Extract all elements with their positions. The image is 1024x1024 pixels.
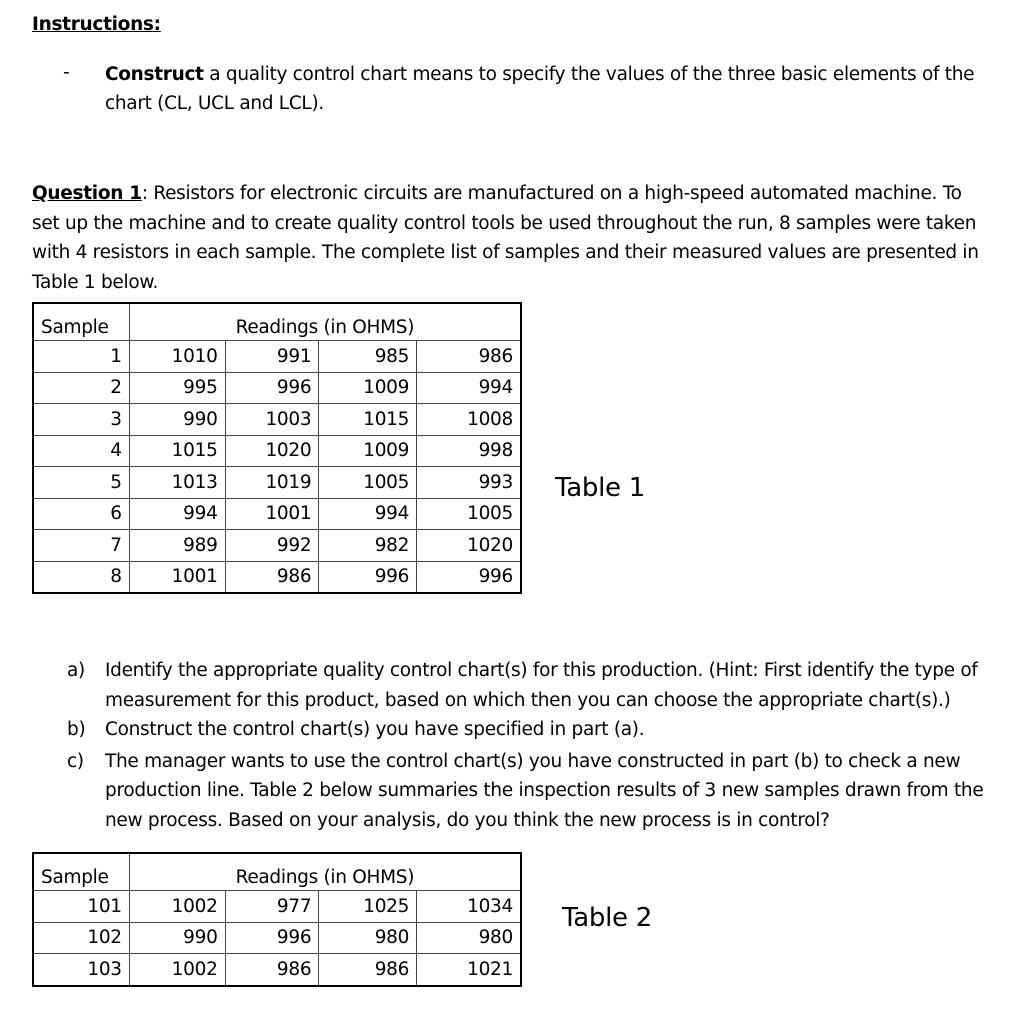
reading-cell: 989 (129, 530, 225, 562)
table-row (33, 404, 521, 436)
reading-cell: 985 (319, 341, 417, 373)
sample-number-cell: 4 (33, 435, 129, 467)
part-c (67, 747, 987, 836)
table-row (33, 530, 521, 562)
table-row (33, 954, 521, 986)
sample-number-cell: 103 (33, 954, 129, 986)
part-label: c) (67, 750, 84, 772)
reading-cell: 1008 (417, 404, 521, 436)
reading-cell: 986 (319, 954, 417, 986)
table-row (33, 498, 521, 530)
reading-cell: 990 (129, 404, 225, 436)
question-parts (67, 656, 987, 835)
reading-cell: 994 (319, 498, 417, 530)
part-text: Identify the appropriate quality control chart(s) for this production. (Hint: First identify the type of measurement for this product, based on which then you can choose the appropriate chart(s).) (105, 660, 978, 711)
table-row (33, 891, 521, 923)
reading-cell: 996 (319, 561, 417, 593)
instructions-body: a quality control chart means to specify the values of the three basic elements of the chart (CL, UCL and LCL). (105, 64, 975, 114)
reading-cell: 1001 (129, 561, 225, 593)
reading-cell: 986 (225, 954, 319, 986)
table-header-row (33, 303, 521, 341)
reading-cell: 986 (417, 341, 521, 373)
table-row (33, 435, 521, 467)
reading-cell: 1001 (225, 498, 319, 530)
table-2-caption: Table 2 (562, 903, 652, 933)
reading-cell: 993 (417, 467, 521, 499)
reading-cell: 996 (417, 561, 521, 593)
table-row (33, 561, 521, 593)
reading-cell: 992 (225, 530, 319, 562)
reading-cell: 980 (417, 922, 521, 954)
table-header-row (33, 853, 521, 891)
sample-number-cell: 6 (33, 498, 129, 530)
question-1-text: : Resistors for electronic circuits are manufactured on a high-speed automated machine. To set up the machine and to create quality control tools be used throughout the run, 8 samples were taken with 4 resistors in each sample. The complete list of samples and their measured values are presented in Table 1 below. (32, 183, 979, 293)
reading-cell: 991 (225, 341, 319, 373)
reading-cell: 1034 (417, 891, 521, 923)
reading-cell: 1019 (225, 467, 319, 499)
instructions-bullet: - (63, 62, 70, 83)
reading-cell: 1003 (225, 404, 319, 436)
part-b (67, 715, 987, 745)
reading-cell: 1010 (129, 341, 225, 373)
sample-header: Sample (33, 853, 129, 891)
reading-cell: 1015 (319, 404, 417, 436)
table-row (33, 922, 521, 954)
sample-number-cell: 5 (33, 467, 129, 499)
sample-number-cell: 1 (33, 341, 129, 373)
sample-number-cell: 7 (33, 530, 129, 562)
table-2 (32, 852, 522, 987)
table-row (33, 467, 521, 499)
instructions-text (105, 60, 985, 118)
reading-cell: 1005 (417, 498, 521, 530)
reading-cell: 996 (225, 372, 319, 404)
reading-cell: 994 (417, 372, 521, 404)
reading-cell: 1005 (319, 467, 417, 499)
readings-header: Readings (in OHMS) (235, 867, 415, 888)
reading-cell: 1002 (129, 891, 225, 923)
part-label: b) (67, 719, 86, 740)
sample-number-cell: 101 (33, 891, 129, 923)
reading-cell: 986 (225, 561, 319, 593)
sample-number-cell: 102 (33, 922, 129, 954)
part-a (67, 656, 987, 715)
reading-cell: 1021 (417, 954, 521, 986)
reading-cell: 996 (225, 922, 319, 954)
part-label: a) (67, 660, 85, 681)
part-text: The manager wants to use the control chart(s) you have constructed in part (b) to check a new production line. Table 2 below summaries the inspection results of 3 new samples drawn from the new process. Based on your analysis, do you think the new process is in control? (105, 750, 984, 831)
reading-cell: 977 (225, 891, 319, 923)
reading-cell: 1020 (417, 530, 521, 562)
reading-cell: 994 (129, 498, 225, 530)
reading-cell: 1015 (129, 435, 225, 467)
reading-cell: 1025 (319, 891, 417, 923)
reading-cell: 982 (319, 530, 417, 562)
table-row (33, 341, 521, 373)
sample-number-cell: 2 (33, 372, 129, 404)
reading-cell: 1020 (225, 435, 319, 467)
reading-cell: 980 (319, 922, 417, 954)
readings-header: Readings (in OHMS) (235, 317, 415, 338)
table-row (33, 372, 521, 404)
reading-cell: 998 (417, 435, 521, 467)
instructions-heading: Instructions: (32, 14, 161, 35)
reading-cell: 1002 (129, 954, 225, 986)
sample-number-cell: 8 (33, 561, 129, 593)
sample-number-cell: 3 (33, 404, 129, 436)
reading-cell: 990 (129, 922, 225, 954)
part-text: Construct the control chart(s) you have specified in part (a). (105, 719, 645, 740)
reading-cell: 1013 (129, 467, 225, 499)
question-1 (32, 179, 992, 297)
table-1-caption: Table 1 (555, 473, 645, 503)
sample-header: Sample (33, 303, 129, 341)
question-1-label: Question 1 (32, 183, 142, 204)
instructions-bold-word: Construct (105, 64, 204, 85)
table-1 (32, 302, 522, 594)
reading-cell: 995 (129, 372, 225, 404)
reading-cell: 1009 (319, 435, 417, 467)
reading-cell: 1009 (319, 372, 417, 404)
